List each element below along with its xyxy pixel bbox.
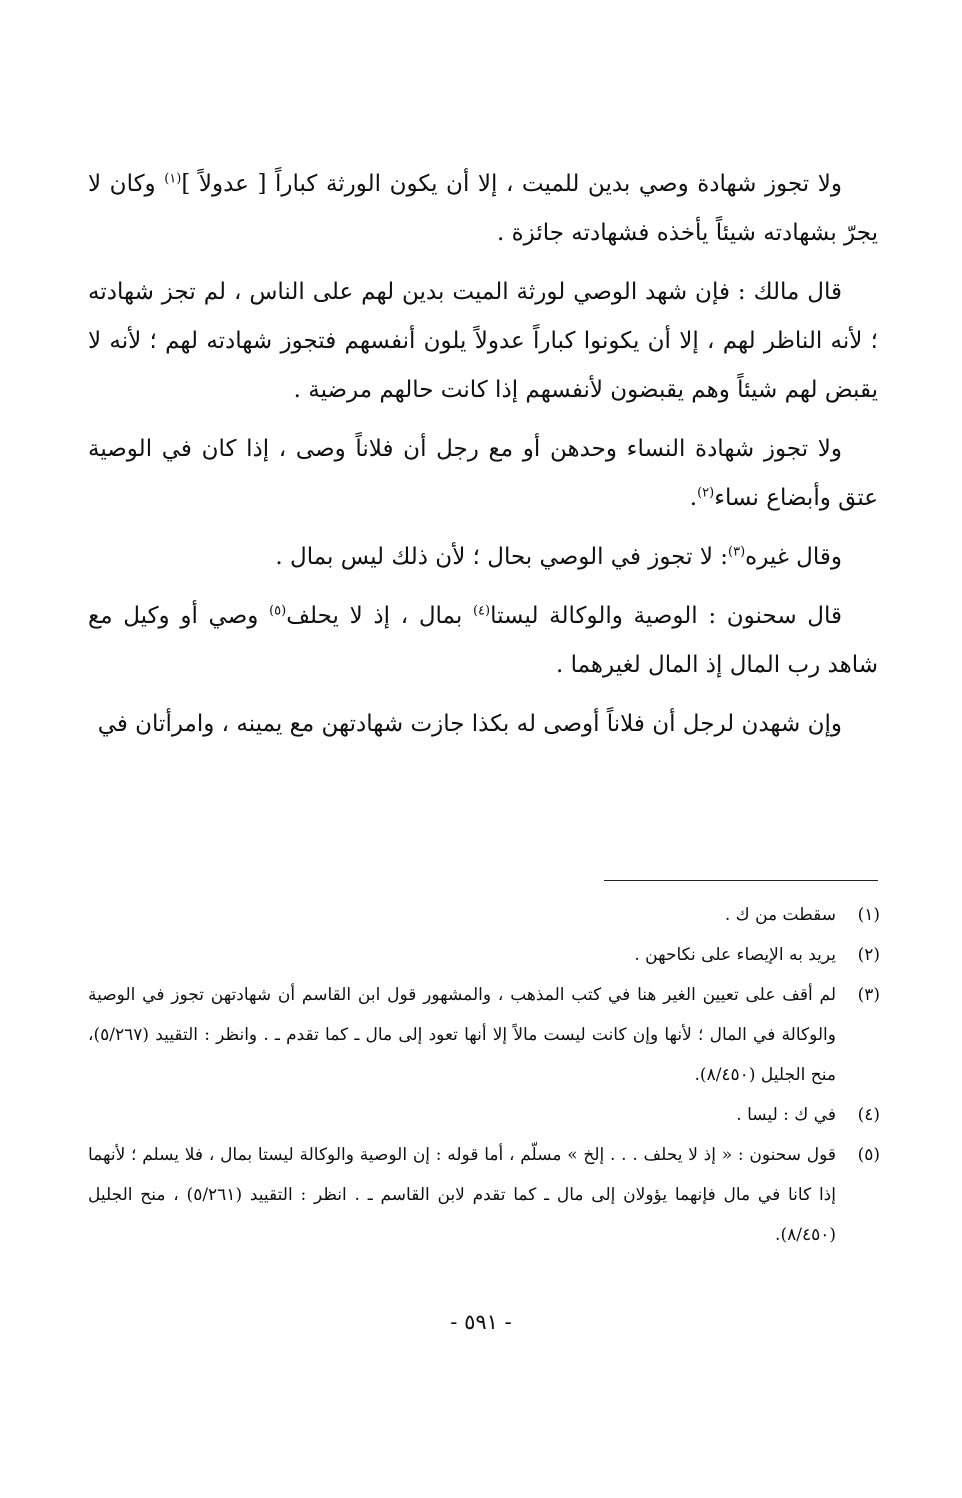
footnote-number: (٣) (857, 985, 880, 1005)
footnotes (88, 895, 880, 1255)
footnote-text: يريد به الإيصاء على نكاحهن . (634, 945, 836, 965)
paragraph-1 (88, 160, 878, 258)
page-number: - ٥٩١ - (450, 1310, 512, 1334)
footnote-ref-4: (٤) (472, 603, 491, 619)
footnote-text: سقطت من ك . (724, 905, 836, 925)
paragraph-4-text-a: وقال غيره (745, 544, 842, 570)
paragraph-1-text-b: وكان لا يجرّ بشهادته شيئاً يأخذه فشهادته جائزة . (88, 171, 878, 246)
footnote-ref-1: (١) (164, 171, 182, 187)
footnote-1 (88, 895, 880, 935)
footnote-text: لم أقف على تعيين الغير هنا في كتب المذهب ، والمشهور قول ابن القاسم أن شهادتهن تجوز في الوصية والوكالة في المال ؛ لأنها وإن كانت ليست مالاً إلا أنها تعود إلى مال ـ كما تقدم ـ . وانظر : التقييد (٥/٢٦٧)، منح الجليل (٨/٤٥٠). (88, 985, 836, 1085)
paragraph-4-text-b: : لا تجوز في الوصي بحال ؛ لأن ذلك ليس بمال . (275, 544, 729, 570)
paragraph-5 (88, 592, 878, 690)
paragraph-6: وإن شهدن لرجل أن فلاناً أوصى له بكذا جازت شهادتهن مع يمينه ، وامرأتان في (97, 711, 842, 737)
footnote-text: في ك : ليسا . (736, 1105, 836, 1125)
main-text (88, 160, 878, 749)
footnote-2 (88, 935, 880, 975)
footnote-number: (٥) (857, 1145, 880, 1165)
footnote-ref-2: (٢) (697, 485, 715, 501)
footnote-text: قول سحنون : « إذ لا يحلف . . . إلخ » مسلّم ، أما قوله : إن الوصية والوكالة ليستا بمال ، فلا يسلم ؛ لأنهما إذا كانا في مال فإنهما يؤولان إلى مال ـ كما تقدم لابن القاسم ـ . انظر : التقييد (٥/٢٦١) ، منح الجليل (٨/٤٥٠). (88, 1145, 836, 1245)
footnote-separator (604, 880, 878, 881)
paragraph-4 (88, 533, 878, 582)
paragraph-5-text-b: بمال ، إذ لا يحلف (286, 603, 473, 629)
footnote-5 (88, 1135, 880, 1255)
paragraph-1-text-a: ولا تجوز شهادة وصي بدين للميت ، إلا أن يكون الورثة كباراً [ عدولاً ] (181, 171, 842, 197)
footnote-ref-3: (٣) (728, 544, 746, 560)
footnote-ref-5: (٥) (269, 603, 287, 619)
paragraph-5-text-a: قال سحنون : الوصية والوكالة ليستا (490, 603, 843, 629)
footnote-number: (١) (857, 905, 880, 925)
footnote-3 (88, 975, 880, 1095)
paragraph-5-text-c: وصي أو وكيل مع شاهد رب المال إذ المال لغيرهما . (88, 603, 878, 678)
footnote-number: (٢) (857, 945, 880, 965)
footnote-number: (٤) (857, 1105, 880, 1125)
paragraph-3 (88, 425, 878, 523)
paragraph-2: قال مالك : فإن شهد الوصي لورثة الميت بدين لهم على الناس ، لم تجز شهادته ؛ لأنه الناظر لهم ، إلا أن يكونوا كباراً عدولاً يلون أنفسهم فتجوز شهادته لهم ؛ لأنه لا يقبض لهم شيئاً وهم يقبضون لأنفسهم إذا كانت حالهم مرضية . (88, 279, 878, 403)
footnote-4 (88, 1095, 880, 1135)
paragraph-3-text-a: ولا تجوز شهادة النساء وحدهن أو مع رجل أن فلاناً وصى ، إذا كان في الوصية عتق وأبضاع نساء (88, 436, 878, 511)
paragraph-3-text-b: . (689, 485, 698, 511)
